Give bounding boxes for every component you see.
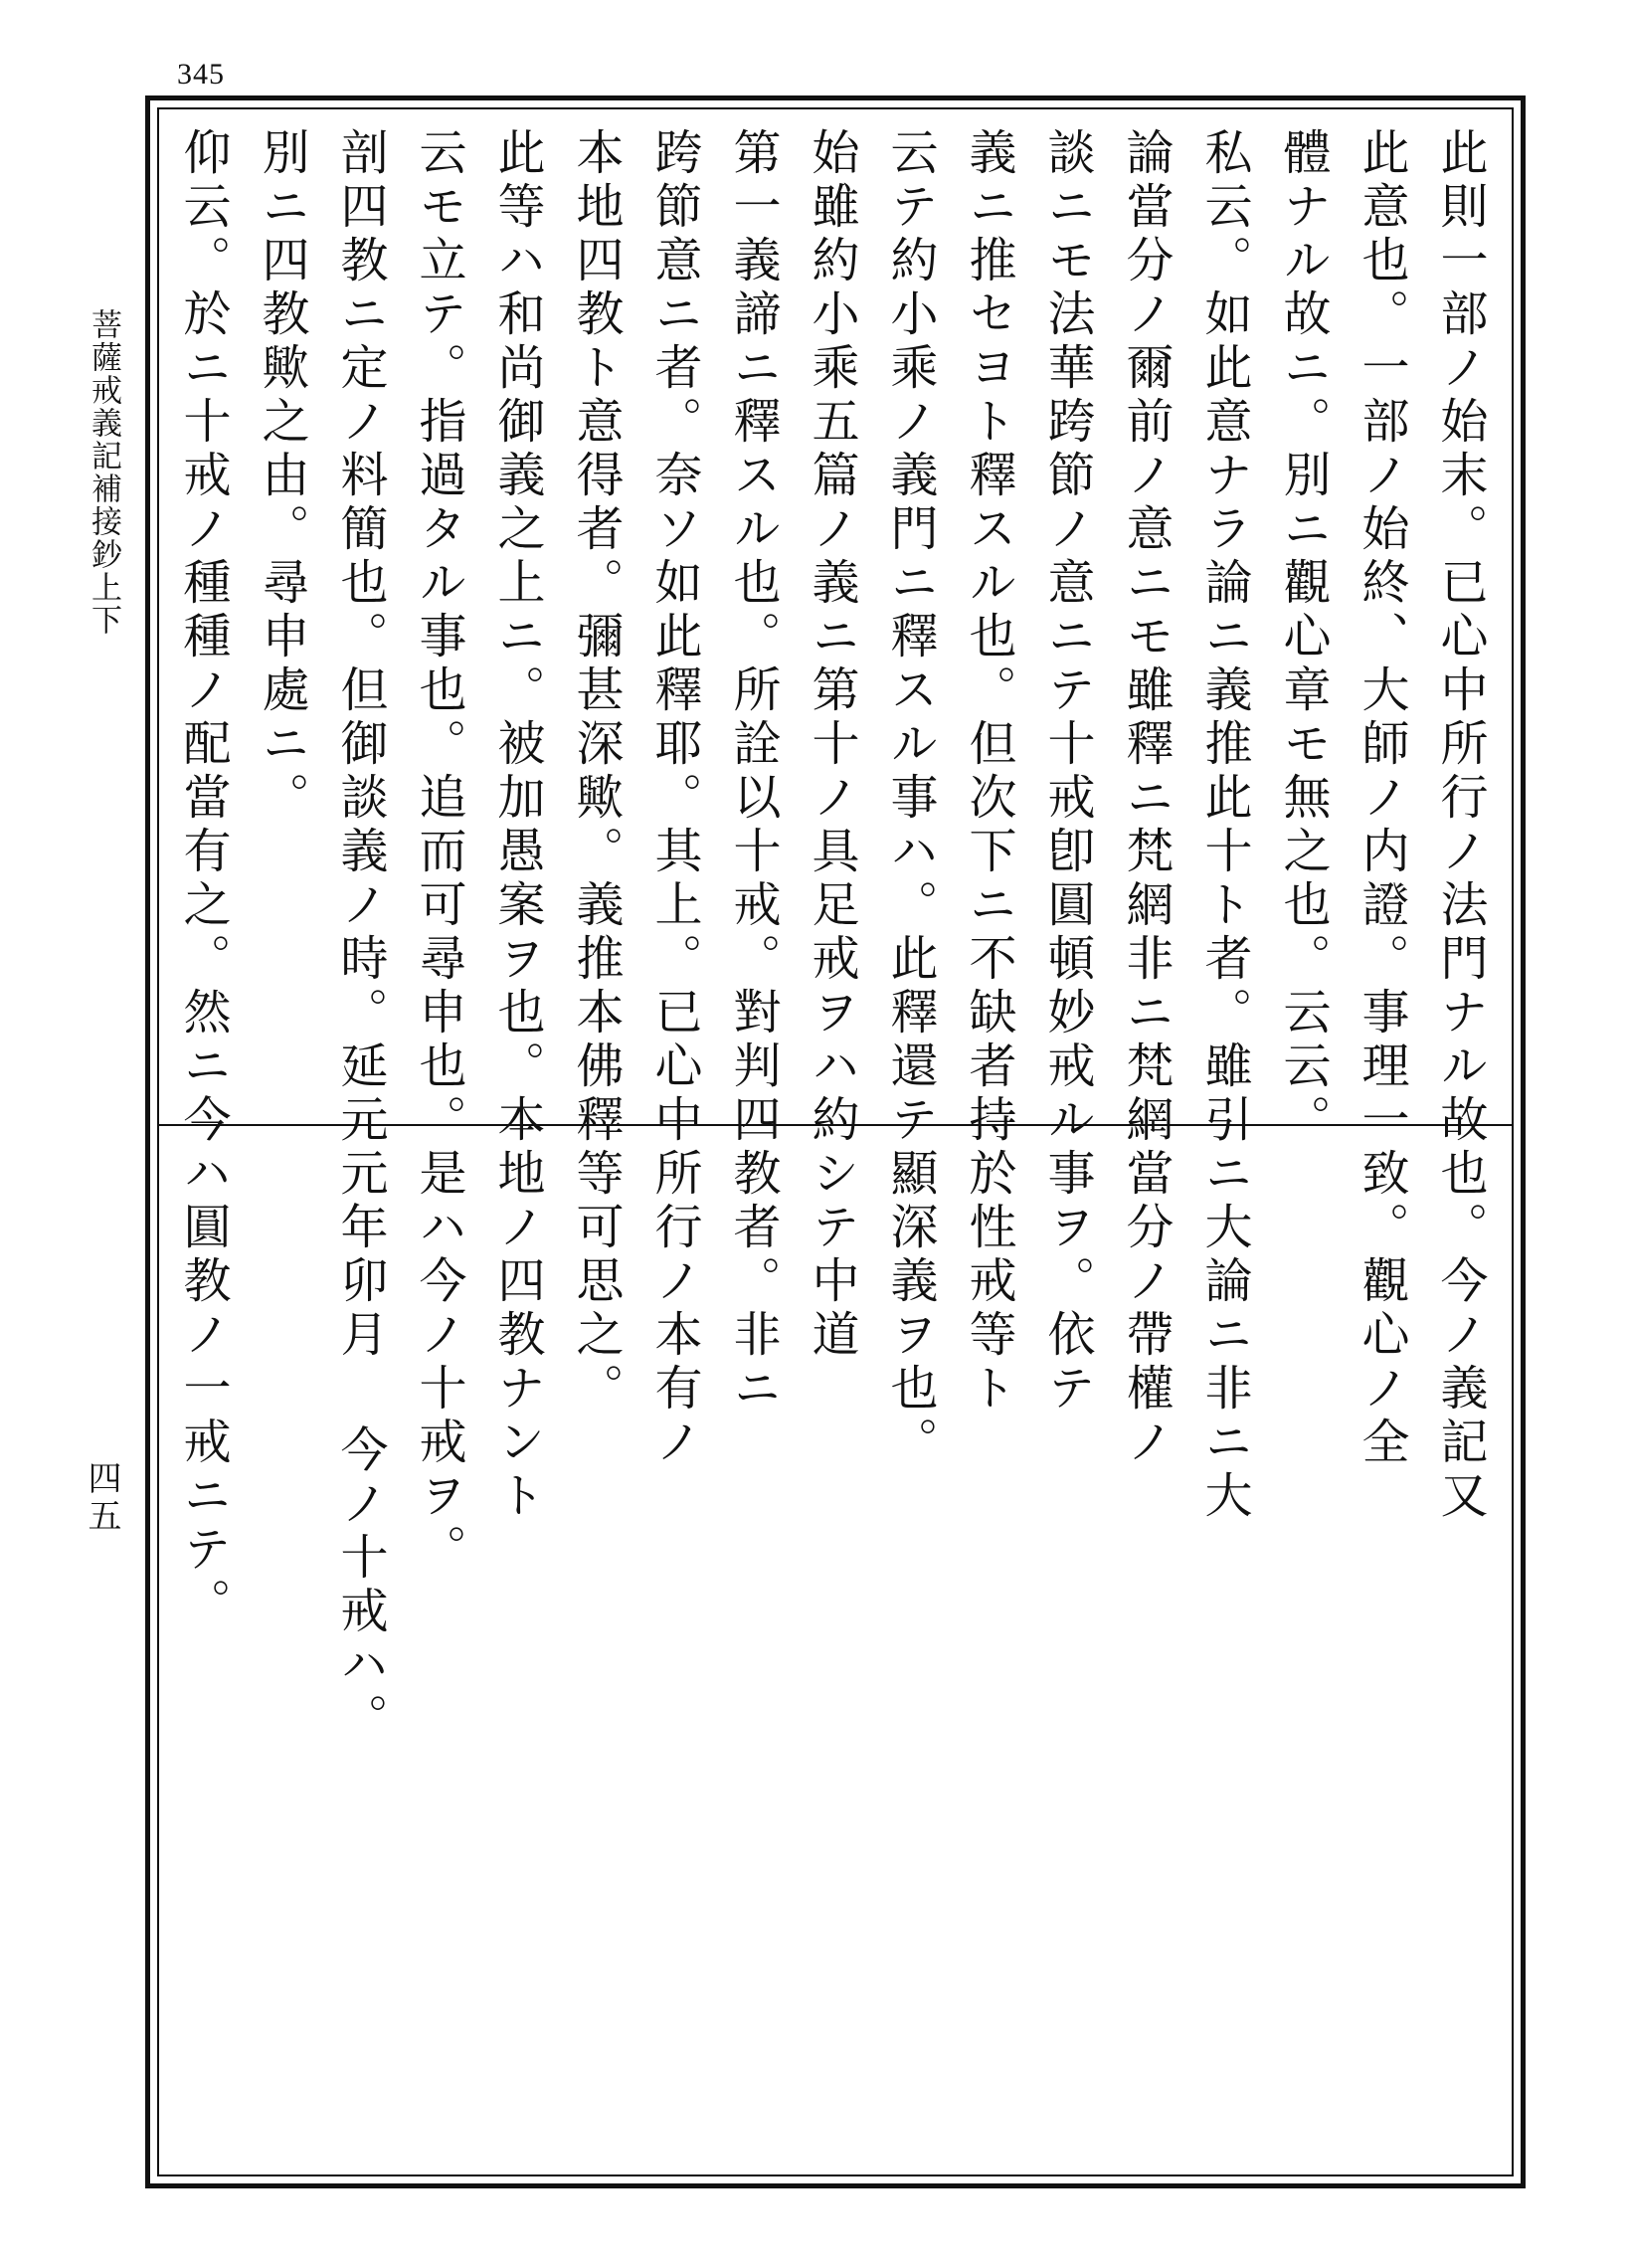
text-column: 此等ハ和尚御義之上ニ。被加愚案ヲ也。本地ノ四教ナント [489, 127, 545, 1524]
margin-book-title: 菩薩戒義記補接鈔上下 [86, 308, 121, 637]
text-column: 云テ約小乘ノ義門ニ釋スル事ハ。此釋還テ顯深義ヲ也。 [882, 127, 938, 1470]
text-column: 論當分ノ爾前ノ意ニモ雖釋ニ梵網非ニ梵網當分ノ帶權ノ [1118, 127, 1174, 1470]
text-column: 別ニ四教歟之由。尋申處ニ。 [254, 127, 309, 826]
margin-leaf-number: 四五 [82, 1460, 121, 1536]
text-column: 始雖約小乘五篇ノ義ニ第十ノ具足戒ヲハ約シテ中道 [804, 127, 859, 1363]
text-column: 本地四教ト意得者。彌甚深歟。義推本佛釋等可思之。 [568, 127, 624, 1417]
top-text-pane [175, 127, 1500, 1747]
text-column: 剖四教ニ定ノ料簡也。但御談義ノ時。延元元年卯月 今ノ十戒ハ。 [332, 127, 388, 1747]
text-column: 云モ立テ。指過タル事也。追而可尋申也。是ハ今ノ十戒ヲ。 [411, 127, 466, 1578]
text-column: 義ニ推セヨト釋スル也。但次下ニ不缺者持於性戒等ト [961, 127, 1016, 1417]
text-column: 談ニモ法華跨節ノ意ニテ十戒卽圓頓妙戒ル事ヲ。依テ [1039, 127, 1095, 1417]
text-column: 跨節意ニ者。奈ソ如此釋耶。其上。已心中所行ノ本有ノ [646, 127, 702, 1470]
bottom-text-pane [177, 1142, 1500, 2157]
text-column: 私云。如此意ナラ論ニ義推此十ト者。雖引ニ大論ニ非ニ大 [1196, 127, 1252, 1524]
text-column: 此意也。一部ノ始終、大師ノ内證。事理一致。觀心ノ全 [1354, 127, 1409, 1470]
text-column: 第一義諦ニ釋スル也。所詮以十戒。對判四教者。非ニ [725, 127, 781, 1417]
page-number-top: 345 [177, 58, 225, 91]
text-column: 體ナル故ニ。別ニ觀心章モ無之也。云云。 [1275, 127, 1331, 1148]
text-column: 此則一部ノ始末。已心中所行ノ法門ナル故也。今ノ義記又 [1432, 127, 1488, 1524]
text-column: 仰云。於ニ十戒ノ種種ノ配當有之。然ニ今ハ圓教ノ一戒ニテ。 [175, 127, 231, 1631]
